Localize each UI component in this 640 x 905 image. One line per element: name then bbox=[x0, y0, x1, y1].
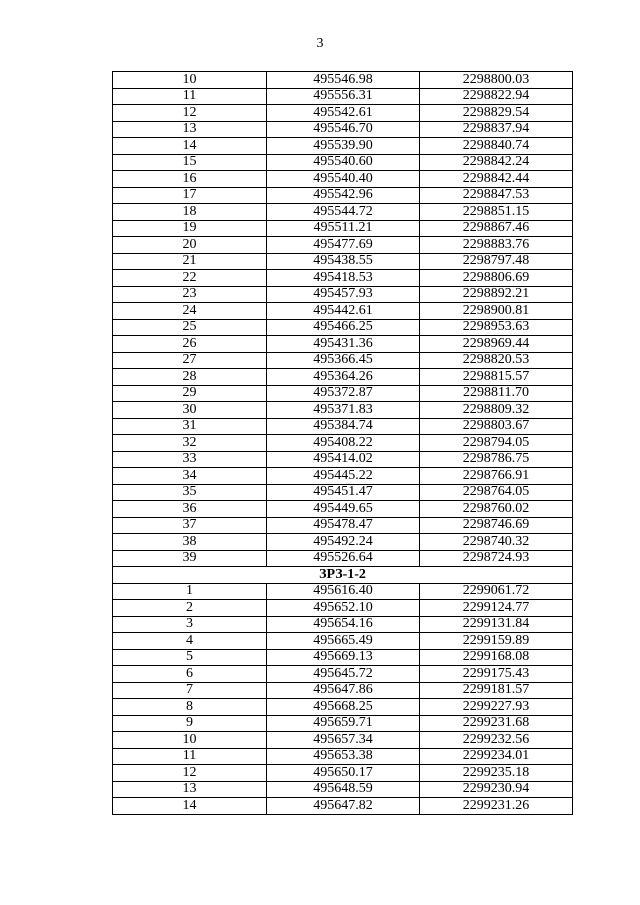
x-coordinate-cell: 495364.26 bbox=[267, 369, 420, 386]
point-number-cell: 17 bbox=[113, 187, 267, 204]
point-number-cell: 22 bbox=[113, 270, 267, 287]
point-number-cell: 34 bbox=[113, 468, 267, 485]
point-number-cell: 1 bbox=[113, 583, 267, 600]
x-coordinate-cell: 495546.70 bbox=[267, 121, 420, 138]
x-coordinate-cell: 495645.72 bbox=[267, 666, 420, 683]
x-coordinate-cell: 495438.55 bbox=[267, 253, 420, 270]
x-coordinate-cell: 495540.60 bbox=[267, 154, 420, 171]
table-row bbox=[113, 352, 573, 369]
point-number-cell: 15 bbox=[113, 154, 267, 171]
table-row bbox=[113, 154, 573, 171]
y-coordinate-cell: 2298797.48 bbox=[420, 253, 573, 270]
point-number-cell: 37 bbox=[113, 517, 267, 534]
point-number-cell: 12 bbox=[113, 105, 267, 122]
point-number-cell: 38 bbox=[113, 534, 267, 551]
point-number-cell: 36 bbox=[113, 501, 267, 518]
point-number-cell: 2 bbox=[113, 600, 267, 617]
table-row bbox=[113, 204, 573, 221]
table-row bbox=[113, 517, 573, 534]
point-number-cell: 14 bbox=[113, 798, 267, 815]
y-coordinate-cell: 2298820.53 bbox=[420, 352, 573, 369]
point-number-cell: 10 bbox=[113, 72, 267, 89]
y-coordinate-cell: 2298842.24 bbox=[420, 154, 573, 171]
y-coordinate-cell: 2299168.08 bbox=[420, 649, 573, 666]
y-coordinate-cell: 2298840.74 bbox=[420, 138, 573, 155]
table-row bbox=[113, 732, 573, 749]
section-title: ЗРЗ-1-2 bbox=[113, 567, 573, 584]
table-row bbox=[113, 484, 573, 501]
y-coordinate-cell: 2298969.44 bbox=[420, 336, 573, 353]
y-coordinate-cell: 2299231.68 bbox=[420, 715, 573, 732]
y-coordinate-cell: 2298764.05 bbox=[420, 484, 573, 501]
x-coordinate-cell: 495539.90 bbox=[267, 138, 420, 155]
table-row bbox=[113, 765, 573, 782]
table-row bbox=[113, 237, 573, 254]
y-coordinate-cell: 2298766.91 bbox=[420, 468, 573, 485]
point-number-cell: 3 bbox=[113, 616, 267, 633]
x-coordinate-cell: 495647.86 bbox=[267, 682, 420, 699]
x-coordinate-cell: 495384.74 bbox=[267, 418, 420, 435]
point-number-cell: 5 bbox=[113, 649, 267, 666]
x-coordinate-cell: 495556.31 bbox=[267, 88, 420, 105]
table-row bbox=[113, 649, 573, 666]
point-number-cell: 35 bbox=[113, 484, 267, 501]
y-coordinate-cell: 2298760.02 bbox=[420, 501, 573, 518]
table-row bbox=[113, 88, 573, 105]
x-coordinate-cell: 495466.25 bbox=[267, 319, 420, 336]
point-number-cell: 32 bbox=[113, 435, 267, 452]
x-coordinate-cell: 495457.93 bbox=[267, 286, 420, 303]
point-number-cell: 12 bbox=[113, 765, 267, 782]
table-row bbox=[113, 616, 573, 633]
point-number-cell: 28 bbox=[113, 369, 267, 386]
y-coordinate-cell: 2299124.77 bbox=[420, 600, 573, 617]
table-row bbox=[113, 418, 573, 435]
section-header-row bbox=[113, 567, 573, 584]
table-row bbox=[113, 138, 573, 155]
x-coordinate-cell: 495650.17 bbox=[267, 765, 420, 782]
table-row bbox=[113, 699, 573, 716]
y-coordinate-cell: 2298867.46 bbox=[420, 220, 573, 237]
x-coordinate-cell: 495478.47 bbox=[267, 517, 420, 534]
table-row bbox=[113, 121, 573, 138]
table-row bbox=[113, 336, 573, 353]
x-coordinate-cell: 495511.21 bbox=[267, 220, 420, 237]
point-number-cell: 21 bbox=[113, 253, 267, 270]
x-coordinate-cell: 495542.96 bbox=[267, 187, 420, 204]
x-coordinate-cell: 495414.02 bbox=[267, 451, 420, 468]
point-number-cell: 20 bbox=[113, 237, 267, 254]
x-coordinate-cell: 495526.64 bbox=[267, 550, 420, 567]
page-number: 3 bbox=[316, 36, 324, 51]
point-number-cell: 26 bbox=[113, 336, 267, 353]
y-coordinate-cell: 2299227.93 bbox=[420, 699, 573, 716]
point-number-cell: 14 bbox=[113, 138, 267, 155]
table-row bbox=[113, 501, 573, 518]
x-coordinate-cell: 495408.22 bbox=[267, 435, 420, 452]
table-row bbox=[113, 385, 573, 402]
y-coordinate-cell: 2299181.57 bbox=[420, 682, 573, 699]
table-row bbox=[113, 715, 573, 732]
x-coordinate-cell: 495366.45 bbox=[267, 352, 420, 369]
x-coordinate-cell: 495669.13 bbox=[267, 649, 420, 666]
y-coordinate-cell: 2298892.21 bbox=[420, 286, 573, 303]
y-coordinate-cell: 2298746.69 bbox=[420, 517, 573, 534]
x-coordinate-cell: 495492.24 bbox=[267, 534, 420, 551]
point-number-cell: 31 bbox=[113, 418, 267, 435]
table-row bbox=[113, 666, 573, 683]
point-number-cell: 8 bbox=[113, 699, 267, 716]
y-coordinate-cell: 2298842.44 bbox=[420, 171, 573, 188]
y-coordinate-cell: 2298847.53 bbox=[420, 187, 573, 204]
table-row bbox=[113, 781, 573, 798]
table-row bbox=[113, 583, 573, 600]
point-number-cell: 39 bbox=[113, 550, 267, 567]
table-row bbox=[113, 220, 573, 237]
table-row bbox=[113, 286, 573, 303]
table-row bbox=[113, 682, 573, 699]
y-coordinate-cell: 2298809.32 bbox=[420, 402, 573, 419]
y-coordinate-cell: 2298953.63 bbox=[420, 319, 573, 336]
table-row bbox=[113, 369, 573, 386]
x-coordinate-cell: 495449.65 bbox=[267, 501, 420, 518]
x-coordinate-cell: 495544.72 bbox=[267, 204, 420, 221]
x-coordinate-cell: 495647.82 bbox=[267, 798, 420, 815]
x-coordinate-cell: 495648.59 bbox=[267, 781, 420, 798]
y-coordinate-cell: 2298837.94 bbox=[420, 121, 573, 138]
x-coordinate-cell: 495372.87 bbox=[267, 385, 420, 402]
x-coordinate-cell: 495431.36 bbox=[267, 336, 420, 353]
point-number-cell: 25 bbox=[113, 319, 267, 336]
y-coordinate-cell: 2299235.18 bbox=[420, 765, 573, 782]
x-coordinate-cell: 495451.47 bbox=[267, 484, 420, 501]
point-number-cell: 16 bbox=[113, 171, 267, 188]
y-coordinate-cell: 2298724.93 bbox=[420, 550, 573, 567]
x-coordinate-cell: 495652.10 bbox=[267, 600, 420, 617]
point-number-cell: 33 bbox=[113, 451, 267, 468]
point-number-cell: 4 bbox=[113, 633, 267, 650]
point-number-cell: 7 bbox=[113, 682, 267, 699]
point-number-cell: 9 bbox=[113, 715, 267, 732]
point-number-cell: 10 bbox=[113, 732, 267, 749]
table-row bbox=[113, 270, 573, 287]
y-coordinate-cell: 2298794.05 bbox=[420, 435, 573, 452]
point-number-cell: 6 bbox=[113, 666, 267, 683]
y-coordinate-cell: 2299234.01 bbox=[420, 748, 573, 765]
y-coordinate-cell: 2298800.03 bbox=[420, 72, 573, 89]
y-coordinate-cell: 2299230.94 bbox=[420, 781, 573, 798]
point-number-cell: 13 bbox=[113, 781, 267, 798]
x-coordinate-cell: 495654.16 bbox=[267, 616, 420, 633]
table-row bbox=[113, 534, 573, 551]
x-coordinate-cell: 495659.71 bbox=[267, 715, 420, 732]
x-coordinate-cell: 495546.98 bbox=[267, 72, 420, 89]
x-coordinate-cell: 495668.25 bbox=[267, 699, 420, 716]
y-coordinate-cell: 2298829.54 bbox=[420, 105, 573, 122]
y-coordinate-cell: 2298740.32 bbox=[420, 534, 573, 551]
table-row bbox=[113, 798, 573, 815]
x-coordinate-cell: 495665.49 bbox=[267, 633, 420, 650]
x-coordinate-cell: 495653.38 bbox=[267, 748, 420, 765]
table-row bbox=[113, 468, 573, 485]
y-coordinate-cell: 2298811.70 bbox=[420, 385, 573, 402]
point-number-cell: 13 bbox=[113, 121, 267, 138]
y-coordinate-cell: 2298822.94 bbox=[420, 88, 573, 105]
x-coordinate-cell: 495657.34 bbox=[267, 732, 420, 749]
coordinates-table-body bbox=[113, 72, 573, 815]
table-row bbox=[113, 633, 573, 650]
point-number-cell: 18 bbox=[113, 204, 267, 221]
table-row bbox=[113, 72, 573, 89]
y-coordinate-cell: 2298786.75 bbox=[420, 451, 573, 468]
point-number-cell: 24 bbox=[113, 303, 267, 320]
y-coordinate-cell: 2299159.89 bbox=[420, 633, 573, 650]
table-row bbox=[113, 253, 573, 270]
table-row bbox=[113, 171, 573, 188]
x-coordinate-cell: 495540.40 bbox=[267, 171, 420, 188]
x-coordinate-cell: 495418.53 bbox=[267, 270, 420, 287]
point-number-cell: 23 bbox=[113, 286, 267, 303]
table-row bbox=[113, 319, 573, 336]
point-number-cell: 29 bbox=[113, 385, 267, 402]
table-row bbox=[113, 435, 573, 452]
point-number-cell: 27 bbox=[113, 352, 267, 369]
x-coordinate-cell: 495477.69 bbox=[267, 237, 420, 254]
x-coordinate-cell: 495542.61 bbox=[267, 105, 420, 122]
table-row bbox=[113, 105, 573, 122]
y-coordinate-cell: 2298851.15 bbox=[420, 204, 573, 221]
y-coordinate-cell: 2299061.72 bbox=[420, 583, 573, 600]
y-coordinate-cell: 2299131.84 bbox=[420, 616, 573, 633]
y-coordinate-cell: 2298883.76 bbox=[420, 237, 573, 254]
y-coordinate-cell: 2299175.43 bbox=[420, 666, 573, 683]
x-coordinate-cell: 495371.83 bbox=[267, 402, 420, 419]
point-number-cell: 11 bbox=[113, 748, 267, 765]
point-number-cell: 19 bbox=[113, 220, 267, 237]
table-row bbox=[113, 550, 573, 567]
x-coordinate-cell: 495445.22 bbox=[267, 468, 420, 485]
table-row bbox=[113, 748, 573, 765]
table-row bbox=[113, 303, 573, 320]
y-coordinate-cell: 2298900.81 bbox=[420, 303, 573, 320]
coordinates-table bbox=[112, 71, 573, 815]
x-coordinate-cell: 495616.40 bbox=[267, 583, 420, 600]
y-coordinate-cell: 2298815.57 bbox=[420, 369, 573, 386]
y-coordinate-cell: 2298806.69 bbox=[420, 270, 573, 287]
y-coordinate-cell: 2299232.56 bbox=[420, 732, 573, 749]
table-row bbox=[113, 451, 573, 468]
x-coordinate-cell: 495442.61 bbox=[267, 303, 420, 320]
point-number-cell: 30 bbox=[113, 402, 267, 419]
table-row bbox=[113, 187, 573, 204]
table-row bbox=[113, 402, 573, 419]
y-coordinate-cell: 2298803.67 bbox=[420, 418, 573, 435]
y-coordinate-cell: 2299231.26 bbox=[420, 798, 573, 815]
table-row bbox=[113, 600, 573, 617]
point-number-cell: 11 bbox=[113, 88, 267, 105]
